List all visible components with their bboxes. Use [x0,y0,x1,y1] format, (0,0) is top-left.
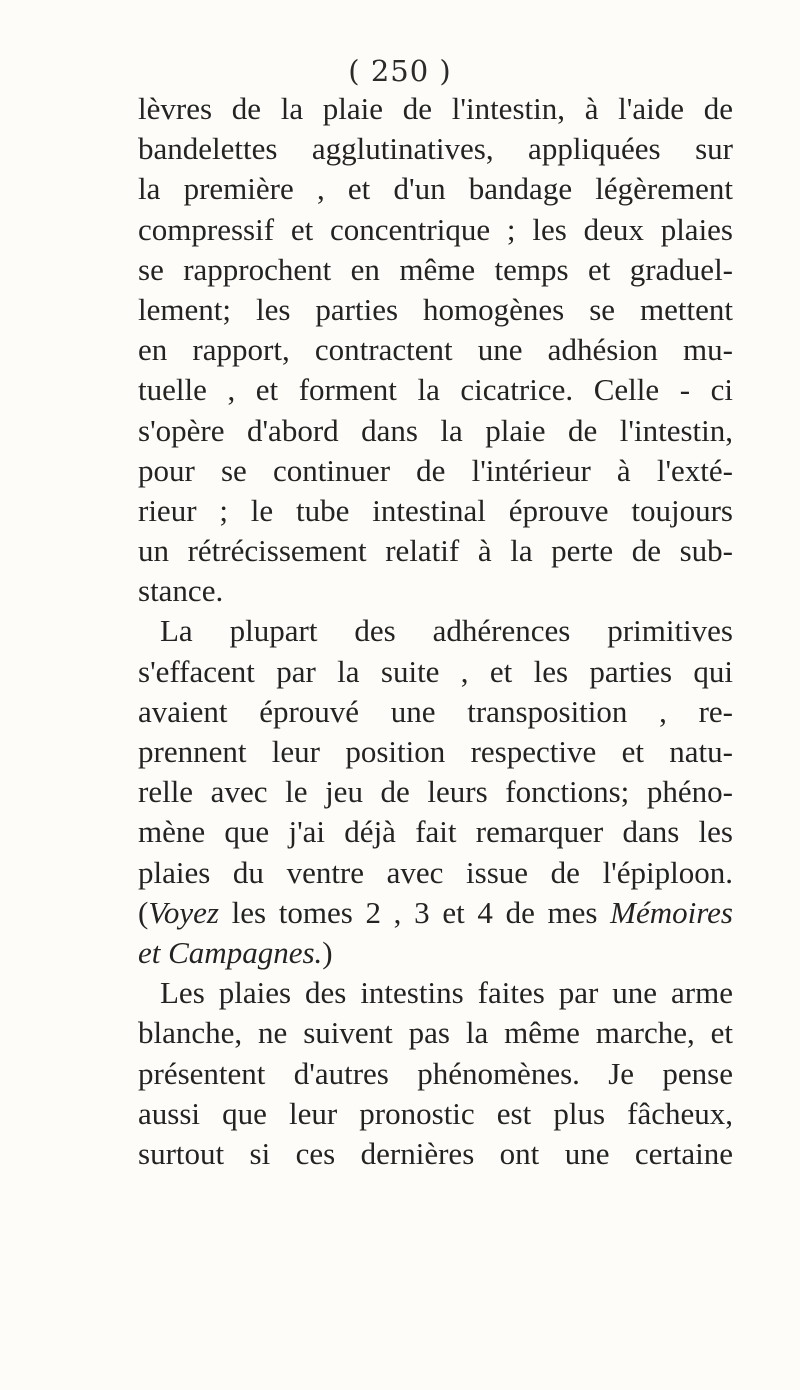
body-text [138,89,733,1174]
text-line: Les plaies des intestins faites par une arme [160,975,733,1011]
citation-line [138,933,733,973]
citation-memoires: Mémoires [610,894,733,930]
text-line: avaient éprouvé une transposition , re- [138,693,733,729]
text-line: prennent leur position respective et natu- [138,734,733,769]
text-line: relle avec le jeu de leurs fonctions; phéno- [138,774,733,810]
text-line: surtout si ces dernières ont une certaine [138,1135,733,1171]
text-line: mène que j'ai déjà fait remarquer dans les [138,814,733,850]
text-line: en rapport, contractent une adhésion mu- [138,332,733,368]
citation-et: et [138,934,161,970]
text-line: rieur ; le tube intestinal éprouve toujours [138,492,733,528]
text-line: présentent d'autres phénomènes. Je pense [138,1055,733,1091]
citation-campagnes: Campagnes. [168,934,323,970]
text-line: La plupart des adhérences primitives [160,613,733,649]
text-line: tuelle , et forment la cicatrice. Celle - ci [138,372,733,408]
citation-close: ) [322,934,333,970]
text-line: lèvres de la plaie de l'intestin, à l'aide de [138,91,733,126]
text-line: un rétrécissement relatif à la perte de sub- [138,533,733,569]
text-line: stance. [138,573,224,609]
text-line: pour se continuer de l'intérieur à l'exté- [138,452,733,488]
citation-voyez: Voyez [148,894,219,930]
citation-open: ( [138,894,149,930]
text-line: plaies du ventre avec issue de l'épiploon. [138,854,733,890]
text-line: la première , et d'un bandage légèrement [138,171,733,207]
text-line: s'effacent par la suite , et les parties qui [138,653,733,689]
text-line: blanche, ne suivent pas la même marche, et [138,1015,733,1051]
text-line: se rapprochent en même temps et graduel- [138,251,733,287]
text-line: bandelettes agglutinatives, appliquées sur [138,131,733,167]
text-line: s'opère d'abord dans la plaie de l'intestin, [138,412,733,448]
page-number: ( 250 ) [348,54,452,88]
text-line: lement; les parties homogènes se mettent [138,291,733,327]
citation-text: les tomes 2 , 3 et 4 de mes [218,894,611,930]
citation-line [138,893,733,933]
text-line: aussi que leur pronostic est plus fâcheux, [138,1095,733,1131]
text-line: compressif et concentrique ; les deux plaies [138,211,733,247]
